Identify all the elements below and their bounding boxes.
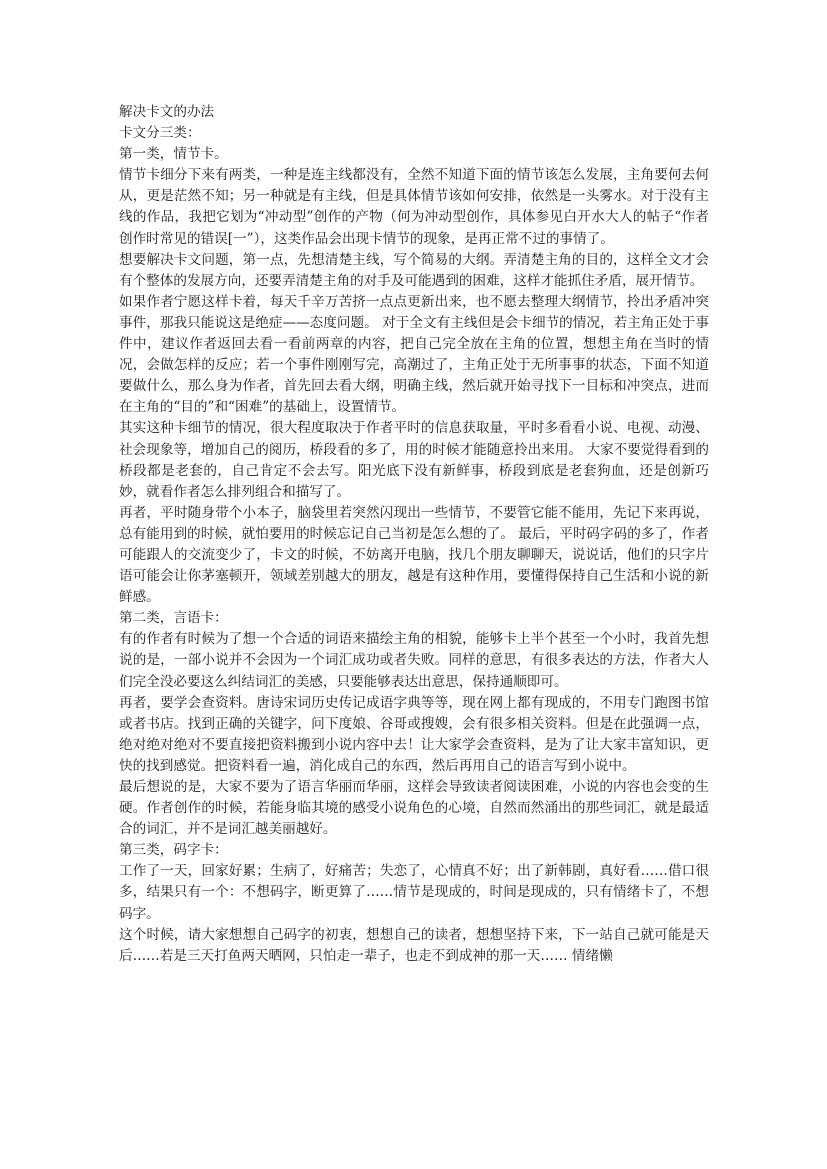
paragraph: 想要解决卡文问题，第一点，先想清楚主线，写个简易的大纲。弄清楚主角的目的，这样全文才会有个整体的发展方向，还要弄清楚主角的对手及可能遇到的困难，这样才能抓住矛盾，展开情节。 xyxy=(119,251,709,289)
section-heading-plot: 第一类，情节卡。 xyxy=(119,146,228,163)
document-page xyxy=(119,102,709,967)
paragraph: 最后想说的是，大家不要为了语言华丽而华丽，这样会导致读者阅读困难，小说的内容也会变的生硬。作者创作的时候，若能身临其境的感受小说角色的心境，自然而然涌出的那些词汇，就是最适合的词汇，并不是词汇越美丽越好。 xyxy=(119,779,709,838)
paragraph: 工作了一天，回家好累；生病了，好痛苦；失恋了，心情真不好；出了新韩剧，真好看……借口很多，结果只有一个：不想码字，断更算了……情节是现成的，时间是现成的，只有情绪卡了，不想码字。 xyxy=(119,863,709,922)
paragraph: 其实这种卡细节的情况，很大程度取决于作者平时的信息获取量，平时多看看小说、电视、动漫、社会现象等，增加自己的阅历，桥段看的多了，用的时候才能随意拎出来用。 大家不要觉得看到的桥段都是老套的，自己肯定不会去写。阳光底下没有新鲜事，桥段到底是老套狗血，还是创新巧妙，就看作者怎么排列组合和描写了。 xyxy=(119,420,709,500)
paragraph: 有的作者有时候为了想一个合适的词语来描绘主角的相貌，能够卡上半个甚至一个小时，我首先想说的是，一部小说并不会因为一个词汇成功或者失败。同样的意思，有很多表达的方法，作者大人们完全没必要这么纠结词汇的美感，只要能够表达出意思，保持通顺即可。 xyxy=(119,631,709,690)
paragraph: 再者，要学会查资料。唐诗宋词历史传记成语字典等等，现在网上都有现成的，不用专门跑图书馆或者书店。找到正确的关键字，问下度娘、谷哥或搜嫂，会有很多相关资料。但是在此强调一点，绝对绝对绝对不要直接把资料搬到小说内容中去！让大家学会查资料，是为了让大家丰富知识，更快的找到感觉。把资料看一遍，消化成自己的东西，然后再用自己的语言写到小说中。 xyxy=(119,694,709,774)
document-title: 解决卡文的办法 xyxy=(119,104,215,120)
intro-line: 卡文分三类： xyxy=(119,125,201,142)
paragraph: 这个时候，请大家想想自己码字的初衷，想想自己的读者，想想坚持下来，下一站自己就可能是天后……若是三天打鱼两天晒网，只怕走一辈子，也走不到成神的那一天…… 情绪懒 xyxy=(119,926,709,964)
section-heading-writing: 第三类，码字卡： xyxy=(119,842,228,859)
paragraph: 如果作者宁愿这样卡着，每天千辛万苦挤一点点更新出来，也不愿去整理大纲情节，拎出矛盾冲突事件，那我只能说这是绝症——态度问题。 对于全文有主线但是会卡细节的情况，若主角正处于事件中，建议作者返回去看一看前两章的内容，把自己完全放在主角的位置，想想主角在当时的情况，会做怎样的反应；若一个事件刚刚写完，高潮过了，主角正处于无所事事的状态，下面不知道要做什么，那么身为作者，首先回去看大纲，明确主线，然后就开始寻找下一目标和冲突点，进而在主角的“目的”和“困难”的基础上，设置情节。 xyxy=(119,293,709,416)
section-heading-language: 第二类，言语卡： xyxy=(119,610,228,627)
paragraph: 情节卡细分下来有两类，一种是连主线都没有，全然不知道下面的情节该怎么发展，主角要何去何从，更是茫然不知；另一种就是有主线，但是具体情节该如何安排，依然是一头雾水。对于没有主线的作品，我把它划为“冲动型”创作的产物（何为冲动型创作，具体参见白开水大人的帖子“作者创作时常见的错误[一”），这类作品会出现卡情节的现象，是再正常不过的事情了。 xyxy=(119,167,709,247)
paragraph: 再者，平时随身带个小本子，脑袋里若突然闪现出一些情节，不要管它能不能用，先记下来再说，总有能用到的时候，就怕要用的时候忘记自己当初是怎么想的了。 最后，平时码字码的多了，作者可能跟人的交流变少了，卡文的时候，不妨离开电脑，找几个朋友聊聊天，说说话，他们的只字片语可能会让你茅塞顿开，领域差别越大的朋友，越是有这种作用，要懂得保持自己生活和小说的新鲜感。 xyxy=(119,504,709,606)
